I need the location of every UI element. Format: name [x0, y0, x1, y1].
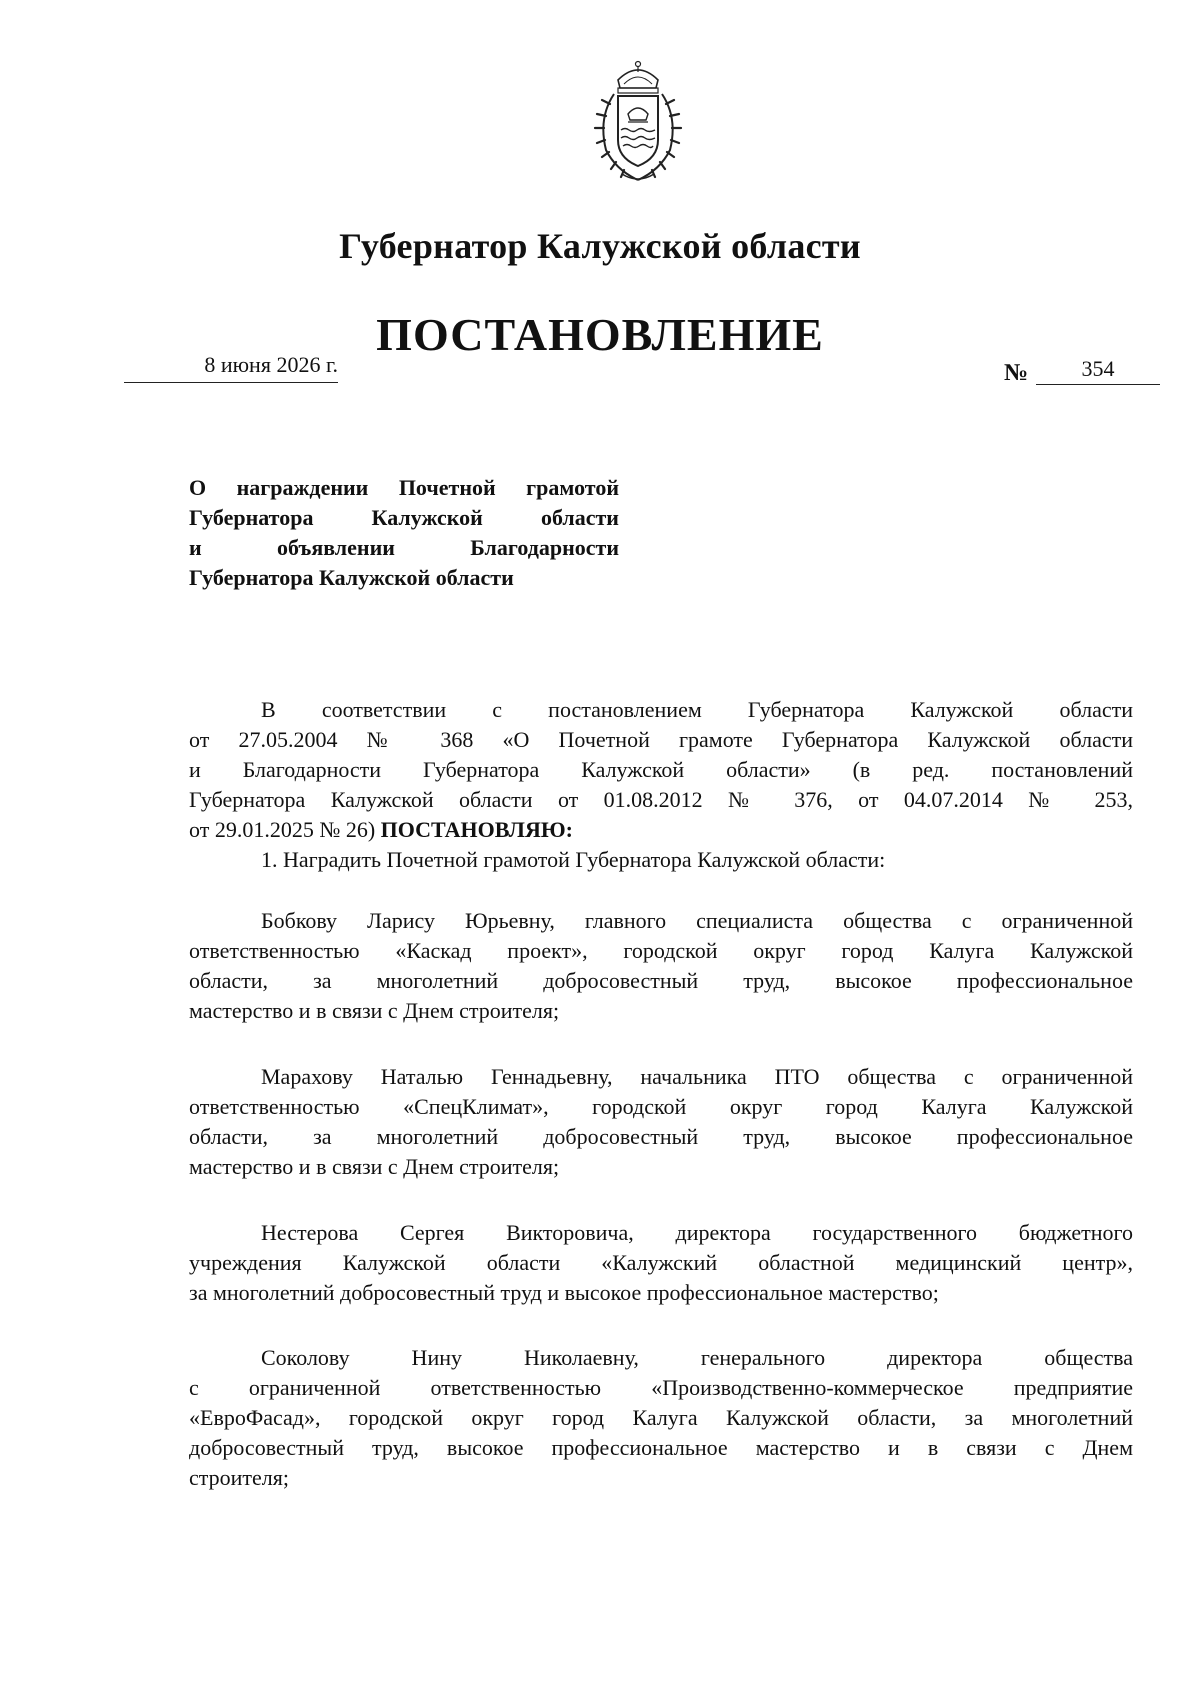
preamble-line: В соответствии с постановлением Губернатора Калужской области	[261, 697, 1133, 722]
subject-line: Губернатора Калужской области	[189, 505, 619, 530]
awardee-line: за многолетний добросовестный труд и высокое профессиональное мастерство;	[189, 1280, 939, 1305]
awardee-line: ответственностью «Каскад проект», городской округ город Калуга Калужской	[189, 938, 1133, 963]
coat-of-arms-icon	[588, 58, 688, 186]
issuer-title: Губернатор Калужской области	[339, 226, 861, 266]
awardee-line: мастерство и в связи с Днем строителя;	[189, 998, 560, 1023]
awardee-line: области, за многолетний добросовестный труд, высокое профессиональное	[189, 968, 1133, 993]
preamble-line: Губернатора Калужской области от 01.08.2012 № 376, от 04.07.2014 № 253,	[189, 787, 1133, 812]
subject-line: и объявлении Благодарности	[189, 535, 619, 560]
preamble-line: и Благодарности Губернатора Калужской области» (в ред. постановлений	[189, 757, 1133, 782]
awardee-line: строителя;	[189, 1465, 290, 1490]
preamble-line: от 27.05.2004 № 368 «О Почетной грамоте Губернатора Калужской области	[189, 727, 1133, 752]
subject-line: Губернатора Калужской области	[189, 565, 514, 590]
preamble-line	[189, 815, 1133, 845]
document-type-title: ПОСТАНОВЛЕНИЕ	[376, 309, 824, 360]
awardee-line: области, за многолетний добросовестный труд, высокое профессиональное	[189, 1124, 1133, 1149]
awardee-paragraph	[189, 1218, 1133, 1308]
awardee-line: с ограниченной ответственностью «Производственно-коммерческое предприятие	[189, 1375, 1133, 1400]
awardee-line: «ЕвроФасад», городской округ город Калуга Калужской области, за многолетний	[189, 1405, 1133, 1430]
awardee-line: учреждения Калужской области «Калужский областной медицинский центр»,	[189, 1250, 1133, 1275]
number-label: №	[1004, 360, 1029, 386]
awardee-line: добросовестный труд, высокое профессиональное мастерство и в связи с Днем	[189, 1435, 1133, 1460]
resolve-word: ПОСТАНОВЛЯЮ:	[380, 817, 573, 842]
awardee-line: ответственностью «СпецКлимат», городской округ город Калуга Калужской	[189, 1094, 1133, 1119]
preamble-last-text: от 29.01.2025 № 26)	[189, 817, 376, 842]
awardee-paragraph	[189, 1062, 1133, 1182]
awardee-line: Марахову Наталью Геннадьевну, начальника ПТО общества с ограниченной	[261, 1064, 1133, 1089]
awardee-paragraph	[189, 1343, 1133, 1493]
awardee-line: Нестерова Сергея Викторовича, директора государственного бюджетного	[261, 1220, 1133, 1245]
awardee-line: мастерство и в связи с Днем строителя;	[189, 1154, 560, 1179]
document-date: 8 июня 2026 г.	[124, 352, 338, 383]
document-number: 354	[1036, 356, 1160, 385]
clause-1: 1. Наградить Почетной грамотой Губернатора Калужской области:	[261, 847, 886, 872]
preamble-paragraph	[189, 695, 1133, 875]
awardee-paragraph	[189, 906, 1133, 1026]
document-subject	[189, 473, 619, 593]
subject-line: О награждении Почетной грамотой	[189, 475, 619, 500]
awardee-line: Соколову Нину Николаевну, генерального директора общества	[261, 1345, 1133, 1370]
awardee-line: Бобкову Ларису Юрьевну, главного специалиста общества с ограниченной	[261, 908, 1133, 933]
